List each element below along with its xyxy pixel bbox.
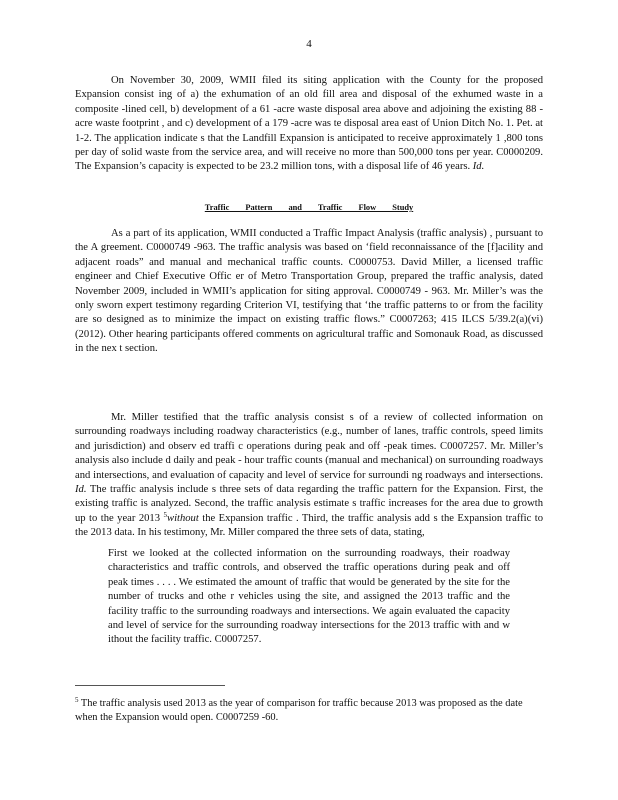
paragraph-3-text-a: Mr. Miller testified that the traffic analysis consist s of a review of collected information on surrounding roadways including roadway characteristics (e.g., number of lanes, traffic controls, speed limits and jurisdiction) and observ ed traffi c operations during peak and off -peak times. C0007257. Mr. Miller’s analysis also include d daily and peak - hour traffic counts (manual and mechanical) on surrounding roadways and intersections, and evaluation of capacity and level of service for surroundi ng roadways and intersections. bbox=[75, 412, 543, 481]
paragraph-traffic-analysis bbox=[75, 227, 543, 357]
paragraph-2-text: As a part of its application, WMII conducted a Traffic Impact Analysis (traffic analysis) , pursuant to the A greement. C0000749 -963. The traffic analysis was based on ‘field reconnaissance of the [f]acility and adjacent roads” and manual and mechanical traffic counts. C0000753. David Miller, a licensed traffic engineer and Chief Executive Offic er of Metro Transportation Group, prepared the traffic analysis, dated November 2009, included in WMII’s application for siting approval. C0000749 - 963. Mr. Miller’s was the only sworn expert testimony regarding Criterion VI, testifying that ‘the traffic patterns to or from the facility are so designed as to minimize the impact on existing traffic flows.” C0007263; 415 ILCS 5/39.2(a)(vi) (2012). Other hearing participants offered comments on agricultural traffic and Somonauk Road, as discussed in the nex t section. bbox=[75, 228, 543, 355]
citation-id: Id. bbox=[472, 161, 485, 173]
section-heading bbox=[0, 201, 618, 215]
footnote-number: 5 bbox=[75, 696, 79, 704]
emphasis-without: without bbox=[167, 512, 199, 524]
block-quote: First we looked at the collected information on the surrounding roadways, their roadway characteristics and traffic controls, and observed the traffic operations during peak and off peak times . . . . We estimated the amount of traffic that would be generated by the site for the number of trucks and othe r vehicles using the site, and assigned the 2013 traffic and the facility traffic to the surrounding roadways and intersections. We again evaluated the capacity and level of service for the surrounding roadway intersections for the 2013 traffic with and w ithout the facility traffic. C0007257. bbox=[108, 548, 510, 646]
footnote-reference: 5 bbox=[163, 510, 167, 519]
paragraph-siting-application bbox=[75, 74, 543, 175]
citation-id: Id. bbox=[75, 484, 87, 496]
paragraph-3-text-c: the Expansion traffic . Third, the traffic analysis add s the Expansion traffic to the 2013 data. In his testimony, Mr. Miller compared the three sets of data, stating, bbox=[75, 512, 543, 539]
footnote-divider bbox=[75, 685, 225, 686]
paragraph-miller-testimony bbox=[75, 411, 543, 541]
paragraph-1-text: On November 30, 2009, WMII filed its siting application with the County for the proposed Expansion consist ing of a) the exhumation of an old fill area and disposal of the exhumed waste in a composite -lined cell, b) development of a 61 -acre waste disposal area above and adjoining the existing 88 -acre waste footprint , and c) development of a 179 -acre was te disposal area east of Union Ditch No. 1. Pet. at 1-2. The application indicate s that the Landfill Expansion is anticipated to receive approximately 1 ,800 tons per day of solid waste from the service area, and will receive no more than 500,000 tons per year. C0000209. The Expansion’s capacity is expected to be 23.2 million tons, with a disposal life of 46 years. bbox=[75, 75, 543, 173]
paragraph-3-text-b: The traffic analysis include s three sets of data regarding the traffic pattern for the Expansion. First, the existing traffic is analyzed. Second, the traffic analysis estimate s traffic increases for the area due to growth up to the year 2013 bbox=[75, 484, 543, 524]
section-heading-text: Traffic Pattern and Traffic Flow Study bbox=[204, 203, 414, 212]
footnote bbox=[75, 697, 543, 724]
footnote-text: The traffic analysis used 2013 as the year of comparison for traffic because 2013 was proposed as the date when the Expansion would open. C0007259 -60. bbox=[75, 698, 523, 723]
page-number: 4 bbox=[306, 38, 312, 50]
